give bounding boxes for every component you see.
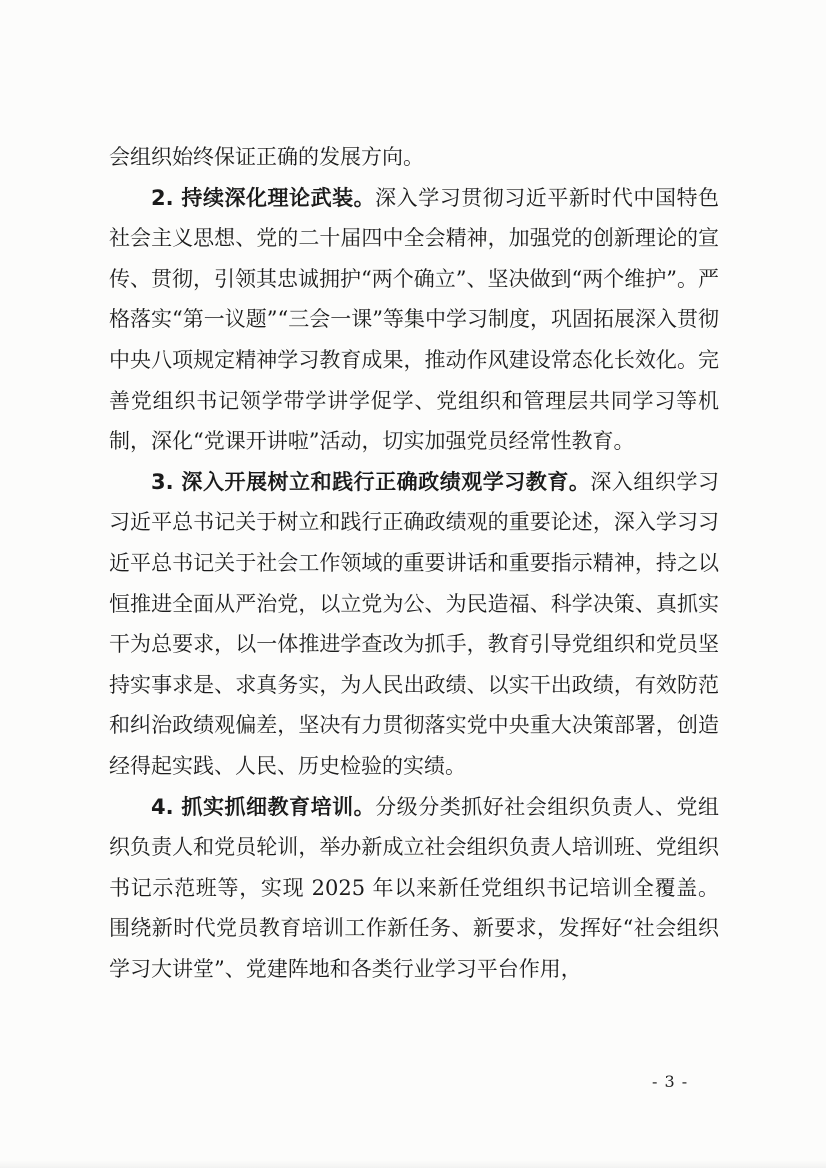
paragraph-2 [109, 178, 719, 462]
paragraph-3-text: 深入组织学习习近平总书记关于树立和践行正确政绩观的重要论述，深入学习习近平总书记关于社会工作领域的重要讲话和重要指示精神，持之以恒推进全面从严治党，以立党为公、为民造福、科学决策、真抓实干为总要求，以一体推进学查改为抓手，教育引导党组织和党员坚持实事求是、求真务实，为人民出政绩、以实干出政绩，有效防范和纠治政绩观偏差，坚决有力贯彻落实党中央重大决策部署，创造经得起实践、人民、历史检验的实绩。 [109, 469, 719, 778]
paragraph-2-heading: 2. 持续深化理论武装。 [151, 185, 376, 210]
paragraph-1-text: 会组织始终保证正确的发展方向。 [109, 145, 424, 169]
paragraph-2-text: 深入学习贯彻习近平新时代中国特色社会主义思想、党的二十届四中全会精神，加强党的创新理论的宣传、贯彻，引领其忠诚拥护“两个确立”、坚决做到“两个维护”。严格落实“第一议题”“三会一课”等集中学习制度，巩固拓展深入贯彻中央八项规定精神学习教育成果，推动作风建设常态化长效化。完善党组织书记领学带学讲学促学、党组织和管理层共同学习等机制，深化“党课开讲啦”活动，切实加强党员经常性教育。 [109, 185, 719, 454]
paragraph-4 [109, 787, 719, 990]
paragraph-3-heading: 3. 深入开展树立和践行正确政绩观学习教育。 [151, 469, 591, 494]
paragraph-4-text: 分级分类抓好社会组织负责人、党组织负责人和党员轮训，举办新成立社会组织负责人培训班、党组织书记示范班等，实现 2025 年以来新任党组织书记培训全覆盖。围绕新时代党员教育培训工作新任务、新要求，发挥好“社会组织学习大讲堂”、党建阵地和各类行业学习平台作用， [109, 794, 719, 981]
body-text [109, 137, 719, 989]
scan-edge-shadow [0, 1160, 826, 1168]
paragraph-3 [109, 462, 719, 787]
paragraph-4-heading: 4. 抓实抓细教育培训。 [151, 794, 376, 819]
paragraph-1 [109, 137, 719, 178]
page-number: - 3 - [652, 1072, 689, 1091]
